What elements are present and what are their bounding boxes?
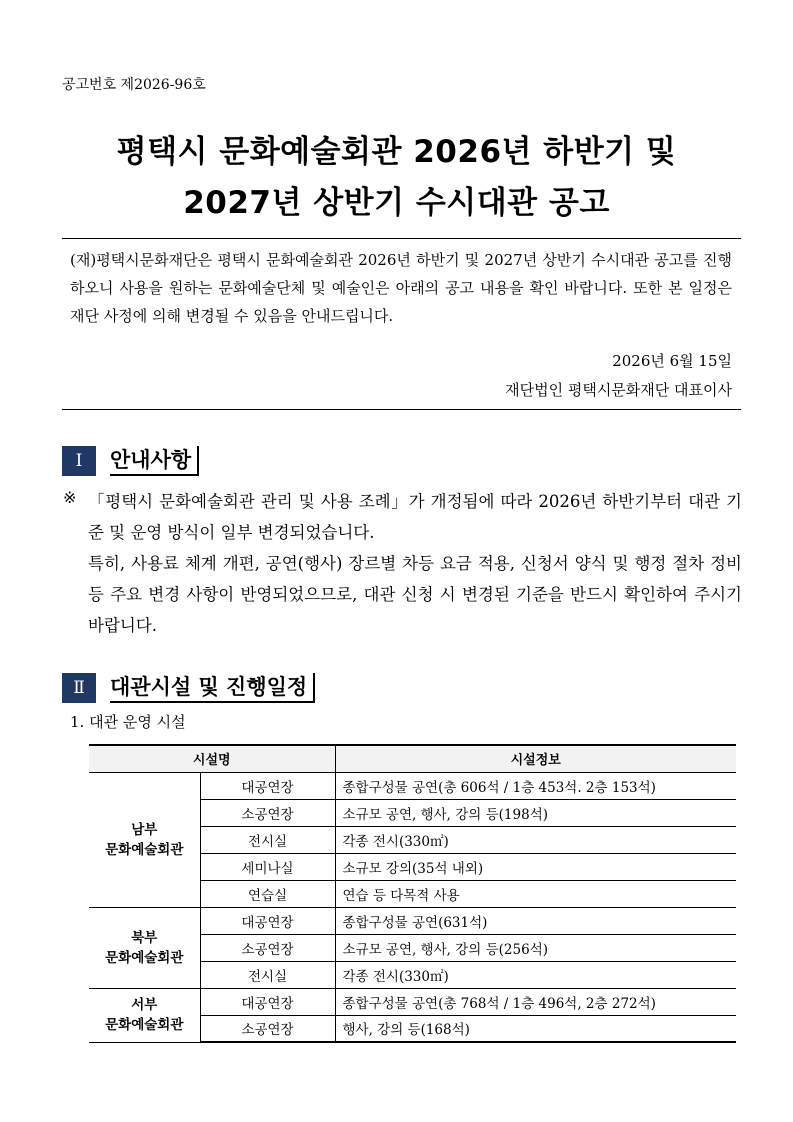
reference-mark: ※ [63,488,77,507]
hall-name-south: 남부 문화예술회관 [89,772,200,907]
guidance-paragraph-1: 「평택시 문화예술회관 관리 및 사용 조례」가 개정됨에 따라 2026년 하반기부터 대관 기준 및 운영 방식이 일부 변경되었습니다. [88,492,742,542]
table-row [89,988,736,1015]
section-title: 대관시설 및 진행일정 [110,673,315,703]
room-info: 소규모 공연, 행사, 강의 등(198석) [335,799,736,826]
table-row [89,772,736,799]
divider-top [62,238,741,239]
header-facility-name: 시설명 [89,745,335,772]
guidance-paragraph-2: 특히, 사용료 체계 개편, 공연(행사) 장르별 차등 요금 적용, 신청서 양식 및 행정 절차 정비 등 주요 변경 사항이 반영되었으므로, 대관 신청 시 변경된 기준을 반드시 확인하여 주시기 바랍니다. [88,554,742,635]
room-name: 전시실 [200,961,335,988]
notice-number: 공고번호 제2026-96호 [62,77,206,93]
room-info: 종합구성물 공연(총 768석 / 1층 496석, 2층 272석) [335,988,736,1015]
room-name: 소공연장 [200,1015,335,1042]
section-title: 안내사항 [110,446,199,476]
divider-bottom [62,409,741,410]
room-info: 소규모 공연, 행사, 강의 등(256석) [335,934,736,961]
room-info: 종합구성물 공연(총 606석 / 1층 453석. 2층 153석) [335,772,736,799]
room-info: 소규모 강의(35석 내외) [335,853,736,880]
facilities-subheading: 1. 대관 운영 시설 [70,713,186,731]
table-row [89,907,736,934]
document-title-line1: 평택시 문화예술회관 2026년 하반기 및 [116,134,677,170]
room-info: 각종 전시(330㎡) [335,961,736,988]
room-info: 연습 등 다목적 사용 [335,880,736,907]
room-name: 대공연장 [200,772,335,799]
room-name: 대공연장 [200,907,335,934]
room-name: 소공연장 [200,934,335,961]
table-header-row [89,745,736,772]
guidance-note [88,486,742,641]
room-name: 대공연장 [200,988,335,1015]
room-name: 소공연장 [200,799,335,826]
room-name: 전시실 [200,826,335,853]
section-number-badge: Ⅰ [62,446,96,476]
notice-signer: 재단법인 평택시문화재단 대표이사 [505,381,732,399]
room-name: 연습실 [200,880,335,907]
room-info: 행사, 강의 등(168석) [335,1015,736,1042]
intro-paragraph: (재)평택시문화재단은 평택시 문화예술회관 2026년 하반기 및 2027년 상반기 수시대관 공고를 진행하오니 사용을 원하는 문화예술단체 및 예술인은 아래의 공고 내용을 확인 바랍니다. 또한 본 일정은 재단 사정에 의해 변경될 수 있음을 안내드립니다. [70,251,732,325]
hall-name-north: 북부 문화예술회관 [89,907,200,988]
section-number-badge: Ⅱ [62,673,96,703]
room-name: 세미나실 [200,853,335,880]
notice-date: 2026년 6월 15일 [612,352,732,370]
room-info: 각종 전시(330㎡) [335,826,736,853]
document-title-line2: 2027년 상반기 수시대관 공고 [183,185,610,221]
hall-name-west: 서부 문화예술회관 [89,988,200,1042]
room-info: 종합구성물 공연(631석) [335,907,736,934]
header-facility-info: 시설정보 [335,745,736,772]
facility-table [89,744,736,1043]
